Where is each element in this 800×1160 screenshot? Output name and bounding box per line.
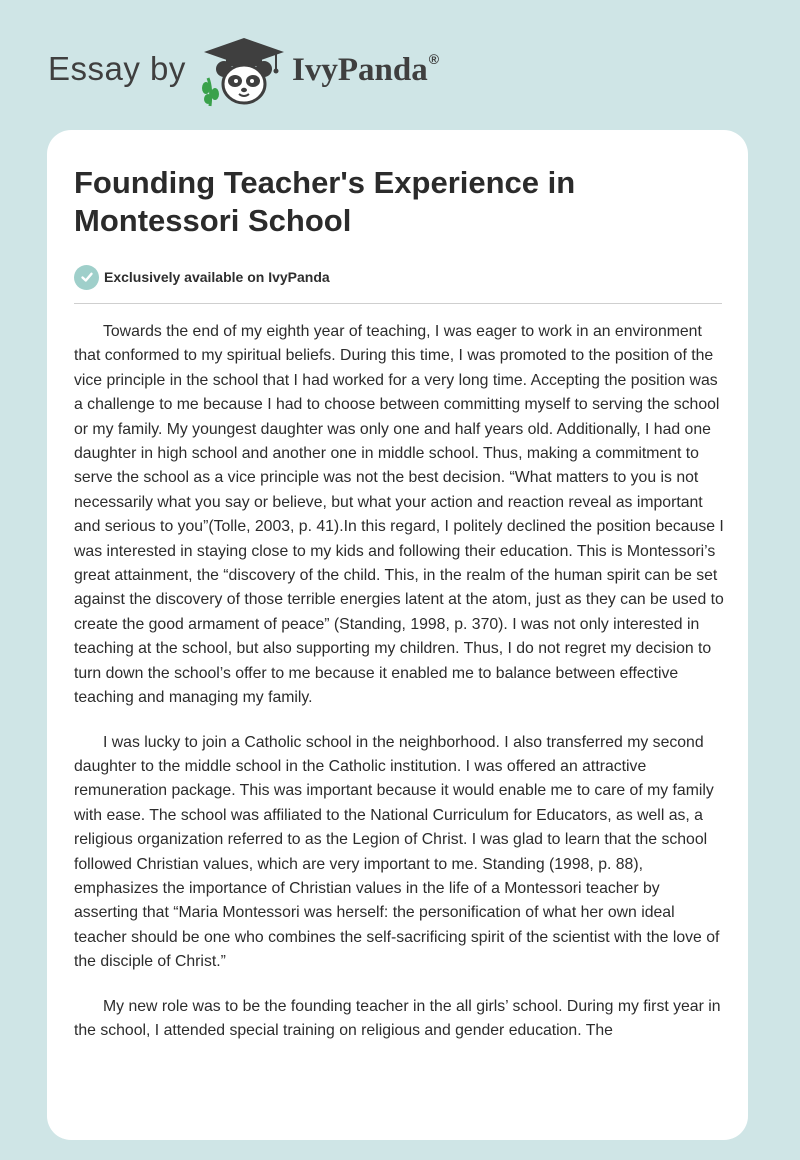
paragraph: Towards the end of my eighth year of teaching, I was eager to work in an environment that conformed to my spiritual beliefs. During this time, I was promoted to the position of the vice principle in the school that I had worked for a very long time. Accepting the position was a challenge to me because I had to choose between committing myself to serving the school or my family. My youngest daughter was only one and half years old. Additionally, I had one daughter in high school and another one in middle school. Thus, making a commitment to serve the school as a vice principle was not the best decision. “What matters to you is not necessarily what you say or believe, but what your action and reaction reveal as important and serious to you”(Tolle, 2003, p. 41).In this regard, I politely declined the position because I was interested in staying close to my kids and following their education. This is Montessori’s great attainment, the “discovery of the child. This, in the realm of the human spirit can be set against the discovery of those terrible energies latent at the atom, just as they can be used to create the good armament of peace” (Standing, 1998, p. 370). I was not only interested in teaching at the school, but also supporting my children. Thus, I do not regret my decision to turn down the school’s offer to me because it enabled me to balance between effective teaching and managing my family. bbox=[74, 323, 724, 707]
essay-by-label: Essay by bbox=[48, 50, 186, 87]
essay-title: Founding Teacher's Experience in Montessori School bbox=[74, 165, 576, 238]
paragraph: I was lucky to join a Catholic school in the neighborhood. I also transferred my second daughter to the middle school in the Catholic institution. I was offered an attractive remuneration package. This was important because it would enable me to care of my family with ease. The school was affiliated to the National Curriculum for Educators, as well as, a religious organization referred to as the Legion of Christ. I was glad to learn that the school followed Christian values, which are very important to me. Standing (1998, p. 88), emphasizes the importance of Christian values in the life of a Montessori teacher by asserting that “Maria Montessori was herself: the personification of what her own ideal teacher should be one who combines the self-sacrificing spirit of the scientist with the love of the disciple of Christ.” bbox=[74, 733, 720, 971]
check-icon bbox=[74, 265, 99, 290]
site-header bbox=[0, 0, 800, 120]
essay-body bbox=[74, 320, 724, 1063]
exclusive-badge-text: Exclusively available on IvyPanda bbox=[104, 269, 330, 285]
registered-mark: ® bbox=[428, 51, 440, 67]
panda-graduate-icon[interactable] bbox=[202, 36, 286, 108]
paragraph: My new role was to be the founding teacher in the all girls’ school. During my first year in the school, I attended special training on religious and gender education. The bbox=[74, 997, 721, 1039]
divider bbox=[74, 303, 722, 304]
essay-card bbox=[47, 130, 748, 1140]
brand-logotype[interactable] bbox=[292, 51, 439, 89]
brand-name: IvyPanda bbox=[292, 52, 428, 88]
exclusive-badge bbox=[74, 264, 330, 290]
